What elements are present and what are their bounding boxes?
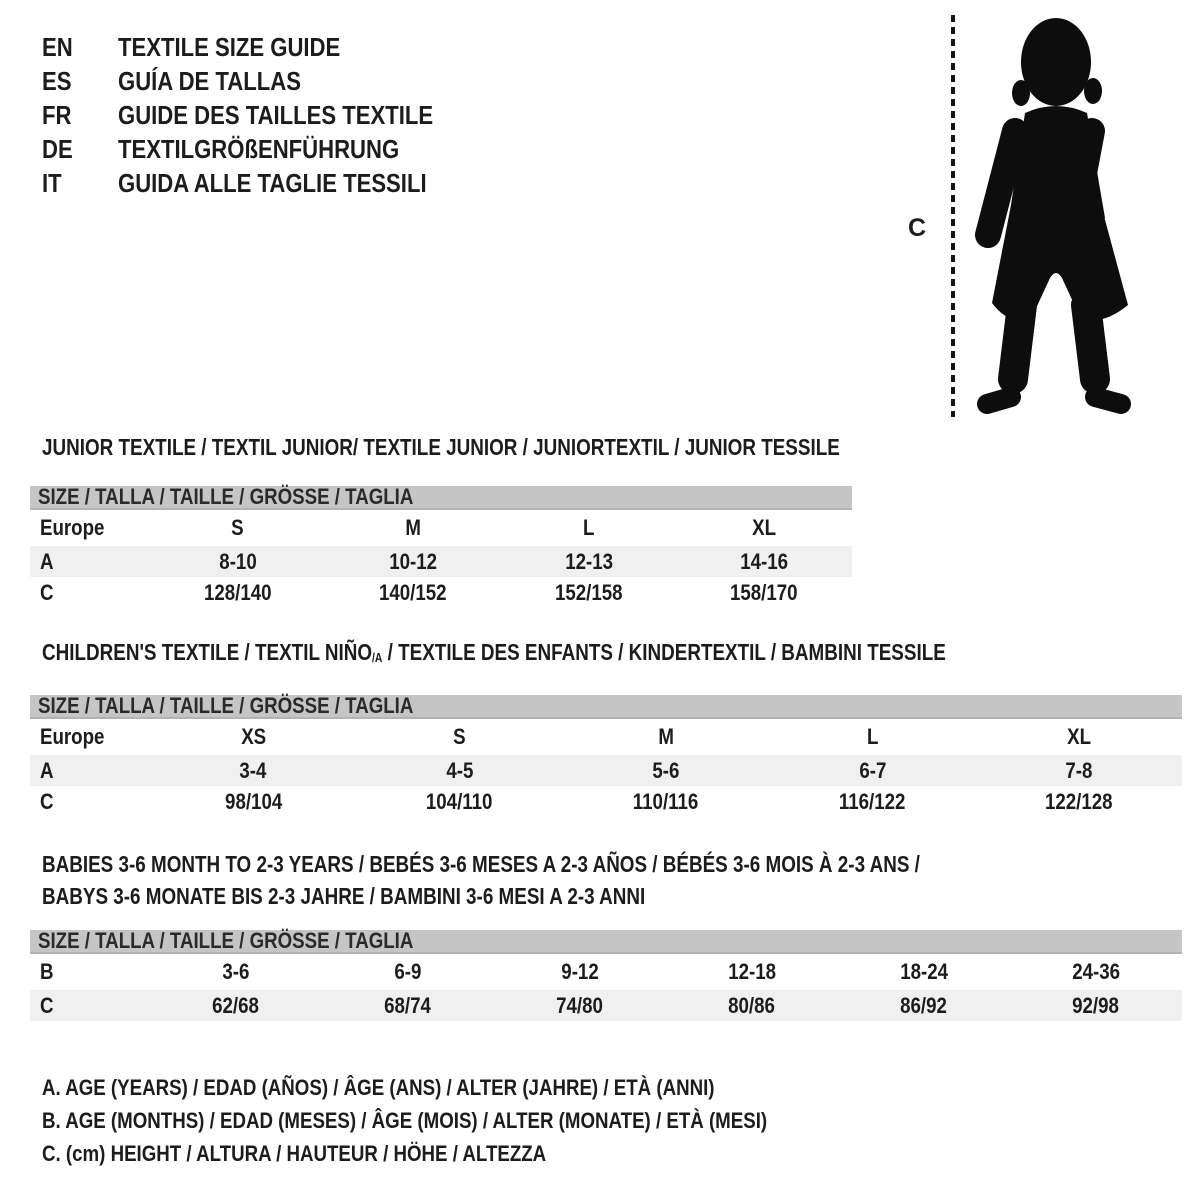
size-column-header: XL <box>752 515 777 540</box>
row-label: Europe <box>40 515 105 540</box>
size-column-header: XL <box>1066 724 1091 749</box>
value-cell: 158/170 <box>730 579 799 605</box>
language-code: FR <box>42 100 72 130</box>
value-cell: 12-13 <box>564 548 613 574</box>
value-cell: 7-8 <box>1065 757 1093 783</box>
value-cell: 68/74 <box>384 992 432 1018</box>
nino-a-subscript: /A <box>372 650 383 665</box>
value-cell: 92/98 <box>1072 992 1120 1018</box>
value-cell: 80/86 <box>728 992 776 1018</box>
value-cell: 4-5 <box>446 757 474 783</box>
value-cell: 86/92 <box>900 992 948 1018</box>
height-measure-label: C <box>908 214 927 242</box>
value-cell: 104/110 <box>426 788 493 814</box>
row-label: C <box>40 992 54 1018</box>
row-label: A <box>40 757 54 783</box>
babies-size-table <box>30 930 1182 1021</box>
junior-size-table <box>30 486 852 608</box>
size-column-header: L <box>583 515 595 540</box>
language-row <box>42 64 489 98</box>
junior-section-title: JUNIOR TEXTILE / TEXTIL JUNIOR/ TEXTILE JUNIOR / JUNIORTEXTIL / JUNIOR TESSILE <box>42 434 840 460</box>
language-row <box>42 30 489 64</box>
junior-height-row <box>30 577 852 608</box>
value-cell: 152/158 <box>554 579 623 605</box>
junior-age-row <box>30 546 852 577</box>
size-column-header: M <box>405 515 422 540</box>
value-cell: 14-16 <box>740 548 789 574</box>
children-age-row <box>30 755 1182 786</box>
language-code: EN <box>42 32 73 62</box>
footnote-height-cm: C. (cm) HEIGHT / ALTURA / HAUTEUR / HÖHE / ALTEZZA <box>42 1141 547 1166</box>
height-dashed-line <box>951 15 955 417</box>
size-table-header: SIZE / TALLA / TAILLE / GRÖSSE / TAGLIA <box>30 486 852 510</box>
value-cell: 24-36 <box>1072 959 1120 984</box>
language-title: TEXTILGRÖßENFÜHRUNG <box>118 134 400 164</box>
children-region-row <box>30 719 1182 755</box>
language-row <box>42 166 489 200</box>
value-cell: 140/152 <box>379 579 448 605</box>
language-code: IT <box>42 168 62 198</box>
size-column-header: L <box>866 724 879 749</box>
value-cell: 74/80 <box>556 992 604 1018</box>
legend-footnotes <box>42 1071 895 1170</box>
value-cell: 3-6 <box>222 959 250 984</box>
row-label: C <box>40 788 54 814</box>
row-label: C <box>40 579 54 605</box>
value-cell: 10-12 <box>389 548 438 574</box>
value-cell: 12-18 <box>728 959 776 984</box>
value-cell: 9-12 <box>561 959 599 984</box>
value-cell: 122/128 <box>1045 788 1113 814</box>
size-column-header: XS <box>240 724 266 749</box>
row-label: A <box>40 548 54 574</box>
value-cell: 8-10 <box>219 548 257 574</box>
language-title: TEXTILE SIZE GUIDE <box>118 32 341 62</box>
babies-section-title: BABIES 3-6 MONTH TO 2-3 YEARS / BEBÉS 3-6 MESES A 2-3 AÑOS / BÉBÉS 3-6 MOIS À 2-3 ANS / BABYS 3-6 MONATE BIS 2-3 JAHRE / BAMBINI 3-6 MESI A 2-3 ANNI <box>42 851 920 909</box>
children-height-row <box>30 786 1182 817</box>
language-title: GUIDA ALLE TAGLIE TESSILI <box>118 168 427 198</box>
value-cell: 6-9 <box>394 959 422 984</box>
value-cell: 62/68 <box>212 992 260 1018</box>
footnote-age-years: A. AGE (YEARS) / EDAD (AÑOS) / ÂGE (ANS) / ALTER (JAHRE) / ETÀ (ANNI) <box>42 1075 715 1100</box>
size-column-header: S <box>453 724 466 749</box>
row-label: B <box>40 959 54 984</box>
value-cell: 3-4 <box>239 757 267 783</box>
language-title: GUIDE DES TAILLES TEXTILE <box>118 100 434 130</box>
language-header <box>42 30 489 200</box>
size-table-header: SIZE / TALLA / TAILLE / GRÖSSE / TAGLIA <box>30 695 1182 719</box>
value-cell: 5-6 <box>652 757 680 783</box>
size-column-header: S <box>231 515 244 540</box>
junior-region-row <box>30 510 852 546</box>
size-table-header: SIZE / TALLA / TAILLE / GRÖSSE / TAGLIA <box>30 930 1182 954</box>
value-cell: 6-7 <box>858 757 886 783</box>
language-row <box>42 132 489 166</box>
language-row <box>42 98 489 132</box>
value-cell: 128/140 <box>203 579 272 605</box>
babies-height-row <box>30 990 1182 1021</box>
value-cell: 116/122 <box>839 788 906 814</box>
children-size-table <box>30 695 1182 817</box>
value-cell: 110/116 <box>633 788 699 814</box>
language-title: GUÍA DE TALLAS <box>118 66 301 96</box>
children-section-title: CHILDREN'S TEXTILE / TEXTIL NIÑO/A / TEXTILE DES ENFANTS / KINDERTEXTIL / BAMBINI TESSILE <box>42 639 946 665</box>
value-cell: 98/104 <box>224 788 282 814</box>
language-code: ES <box>42 66 72 96</box>
size-column-header: M <box>658 724 674 749</box>
row-label: Europe <box>40 724 105 749</box>
footnote-age-months: B. AGE (MONTHS) / EDAD (MESES) / ÂGE (MOIS) / ALTER (MONATE) / ETÀ (MESI) <box>42 1108 768 1133</box>
value-cell: 18-24 <box>900 959 948 984</box>
babies-months-row <box>30 954 1182 990</box>
toddler-silhouette-image <box>965 13 1137 421</box>
language-code: DE <box>42 134 73 164</box>
